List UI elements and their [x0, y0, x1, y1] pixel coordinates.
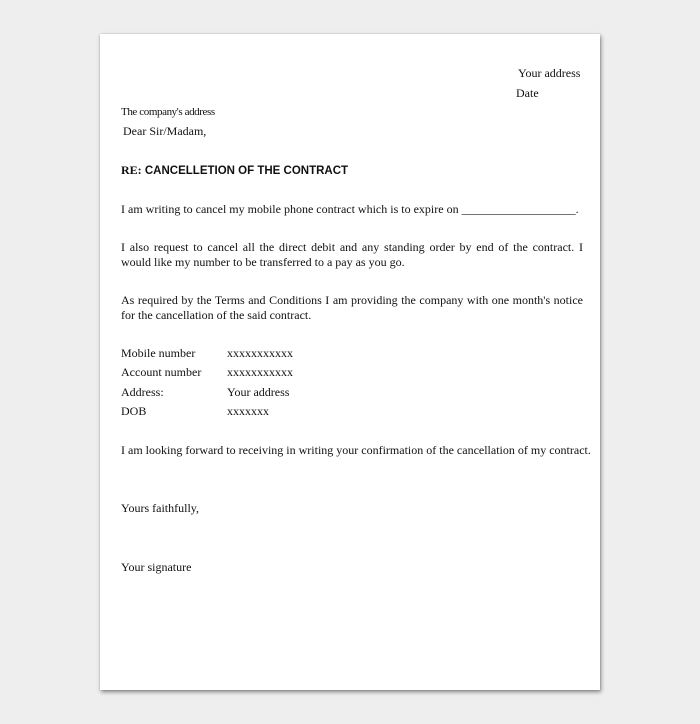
sender-address: Your address	[518, 66, 581, 80]
detail-label: Account number	[121, 365, 202, 379]
detail-value: xxxxxxxxxxx	[227, 346, 293, 360]
closing: Yours faithfully,	[121, 501, 200, 515]
detail-label: Address:	[121, 385, 164, 399]
signature: Your signature	[121, 560, 192, 574]
letter-page	[100, 34, 600, 690]
detail-value: Your address	[227, 385, 290, 399]
subject-text: CANCELLETION OF THE CONTRACT	[144, 165, 349, 177]
expiry-date-blank: ___________________.	[461, 202, 579, 216]
paragraph-notice: As required by the Terms and Conditions I am providing the company with one month's notice for the cancellation of the said contract.	[121, 293, 583, 322]
paragraph-expiry	[121, 202, 583, 217]
salutation: Dear Sir/Madam,	[123, 124, 207, 138]
detail-label: Mobile number	[121, 346, 196, 360]
detail-value: xxxxxxx	[227, 404, 269, 418]
subject-prefix: RE:	[121, 163, 142, 177]
subject-line	[121, 163, 348, 178]
company-address: The company's address	[121, 106, 215, 118]
letter-date: Date	[516, 86, 539, 100]
paragraph-closing-request: I am looking forward to receiving in writing your confirmation of the cancellation of my contract.	[121, 443, 591, 457]
detail-label: DOB	[121, 404, 147, 418]
paragraph-expiry-text: I am writing to cancel my mobile phone contract which is to expire on	[121, 202, 459, 216]
paragraph-direct-debit: I also request to cancel all the direct debit and any standing order by end of the contract. I would like my number to be transferred to a pay as you go.	[121, 240, 583, 269]
detail-value: xxxxxxxxxxx	[227, 365, 293, 379]
